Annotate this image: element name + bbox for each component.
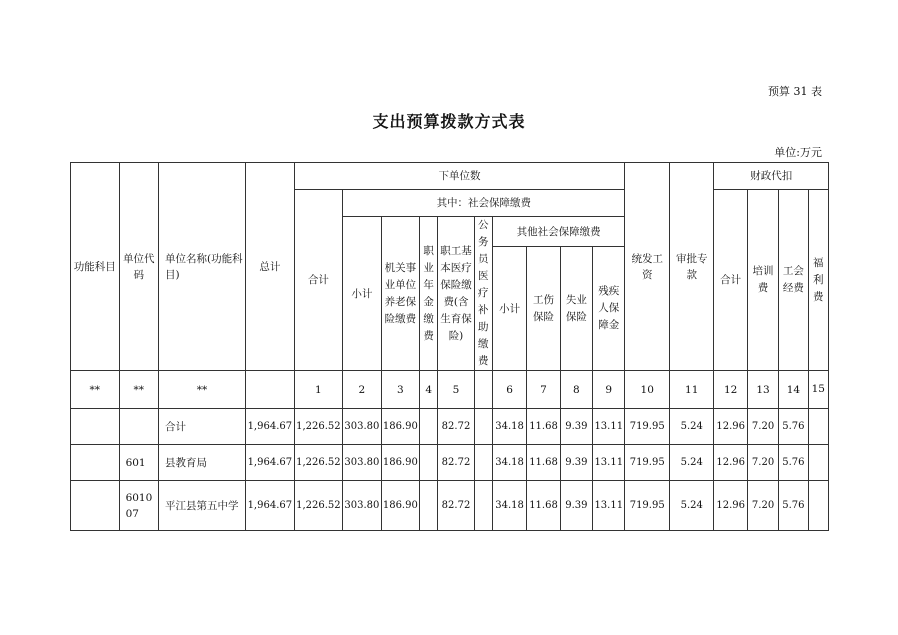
header-sum: 合计: [294, 190, 343, 371]
index-cell: [474, 371, 492, 409]
index-cell: 6: [492, 371, 526, 409]
cell-salary: 719.95: [625, 481, 670, 531]
cell-union: 5.76: [779, 409, 808, 445]
cell-sum: 1,226.52: [294, 445, 343, 481]
cell-disabled: 13.11: [593, 409, 625, 445]
cell-other-sub: 34.18: [492, 445, 526, 481]
cell-func: [71, 445, 120, 481]
index-cell: 10: [625, 371, 670, 409]
index-cell: 11: [669, 371, 714, 409]
header-unit-code: 单位代码: [119, 163, 158, 371]
cell-func: [71, 409, 120, 445]
page-title: 支出预算拨款方式表: [372, 112, 526, 131]
header-union: 工会经费: [779, 190, 808, 371]
index-cell: 12: [714, 371, 747, 409]
cell-civil: [474, 409, 492, 445]
cell-special: 5.24: [669, 445, 714, 481]
cell-name: 县教育局: [159, 445, 246, 481]
cell-special: 5.24: [669, 481, 714, 531]
index-cell: 4: [420, 371, 438, 409]
cell-pension: 186.90: [381, 445, 419, 481]
index-cell: 2: [343, 371, 381, 409]
cell-fw-sum: 12.96: [714, 445, 747, 481]
cell-civil: [474, 445, 492, 481]
cell-union: 5.76: [779, 481, 808, 531]
cell-salary: 719.95: [625, 445, 670, 481]
cell-subtotal: 303.80: [343, 481, 381, 531]
cell-union: 5.76: [779, 445, 808, 481]
cell-medical: 82.72: [438, 445, 474, 481]
index-cell: 14: [779, 371, 808, 409]
header-disabled: 残疾人保障金: [593, 247, 625, 371]
header-subtotal: 小计: [343, 217, 381, 371]
header-fw-sum: 合计: [714, 190, 747, 371]
cell-sum: 1,226.52: [294, 481, 343, 531]
header-approved-special: 审批专款: [669, 163, 714, 371]
index-cell: **: [159, 371, 246, 409]
cell-unemp: 9.39: [560, 409, 592, 445]
index-cell: **: [71, 371, 120, 409]
index-cell: 1: [294, 371, 343, 409]
cell-other-sub: 34.18: [492, 409, 526, 445]
header-unemployment: 失业保险: [560, 247, 592, 371]
cell-medical: 82.72: [438, 481, 474, 531]
header-other-social: 其他社会保障缴费: [492, 217, 625, 247]
budget-table: [70, 162, 829, 531]
cell-total: 1,964.67: [246, 445, 295, 481]
header-injury: 工伤保险: [527, 247, 560, 371]
cell-name: 合计: [159, 409, 246, 445]
header-welfare: 福利费: [808, 190, 828, 371]
cell-pension: 186.90: [381, 481, 419, 531]
cell-code: [119, 409, 158, 445]
cell-func: [71, 481, 120, 531]
cell-special: 5.24: [669, 409, 714, 445]
unit-label: 单位:万元: [774, 146, 822, 159]
cell-welfare: [808, 409, 828, 445]
header-social-security: 其中：社会保障缴费: [343, 190, 625, 217]
cell-salary: 719.95: [625, 409, 670, 445]
header-unit-name: 单位名称(功能科目): [159, 163, 246, 371]
header-annuity: 职业年金缴费: [420, 217, 438, 371]
index-cell: 3: [381, 371, 419, 409]
cell-fw-sum: 12.96: [714, 409, 747, 445]
cell-civil: [474, 481, 492, 531]
cell-subtotal: 303.80: [343, 409, 381, 445]
cell-unemp: 9.39: [560, 445, 592, 481]
index-cell: 8: [560, 371, 592, 409]
cell-other-sub: 34.18: [492, 481, 526, 531]
cell-injury: 11.68: [527, 481, 560, 531]
cell-code: 601007: [119, 481, 158, 531]
header-medical: 职工基本医疗保险缴费(含生育保险): [438, 217, 474, 371]
cell-injury: 11.68: [527, 445, 560, 481]
cell-medical: 82.72: [438, 409, 474, 445]
header-unified-salary: 统发工资: [625, 163, 670, 371]
cell-training: 7.20: [747, 445, 778, 481]
cell-total: 1,964.67: [246, 481, 295, 531]
cell-welfare: [808, 445, 828, 481]
cell-disabled: 13.11: [593, 481, 625, 531]
cell-annuity: [420, 445, 438, 481]
index-cell: 15: [808, 371, 828, 409]
index-cell: 5: [438, 371, 474, 409]
header-finance-withhold: 财政代扣: [714, 163, 829, 190]
form-number: 预算 31 表: [768, 85, 822, 98]
cell-code: 601: [119, 445, 158, 481]
cell-sum: 1,226.52: [294, 409, 343, 445]
header-total: 总计: [246, 163, 295, 371]
table-row: [71, 409, 829, 445]
table-row: [71, 481, 829, 531]
cell-subtotal: 303.80: [343, 445, 381, 481]
cell-disabled: 13.11: [593, 445, 625, 481]
header-civil-medical: 公务员医疗补助缴费: [474, 217, 492, 371]
cell-fw-sum: 12.96: [714, 481, 747, 531]
header-other-subtotal: 小计: [492, 247, 526, 371]
cell-name: 平江县第五中学: [159, 481, 246, 531]
index-cell: 13: [747, 371, 778, 409]
cell-injury: 11.68: [527, 409, 560, 445]
header-training: 培训费: [747, 190, 778, 371]
cell-training: 7.20: [747, 409, 778, 445]
cell-training: 7.20: [747, 481, 778, 531]
cell-unemp: 9.39: [560, 481, 592, 531]
index-cell: 9: [593, 371, 625, 409]
cell-annuity: [420, 409, 438, 445]
index-cell: [246, 371, 295, 409]
cell-welfare: [808, 481, 828, 531]
index-row: [71, 371, 829, 409]
cell-pension: 186.90: [381, 409, 419, 445]
cell-annuity: [420, 481, 438, 531]
header-func-subject: 功能科目: [71, 163, 120, 371]
table-row: [71, 445, 829, 481]
cell-total: 1,964.67: [246, 409, 295, 445]
index-cell: 7: [527, 371, 560, 409]
index-cell: **: [119, 371, 158, 409]
header-lower-units: 下单位数: [294, 163, 625, 190]
header-pension: 机关事业单位养老保险缴费: [381, 217, 419, 371]
